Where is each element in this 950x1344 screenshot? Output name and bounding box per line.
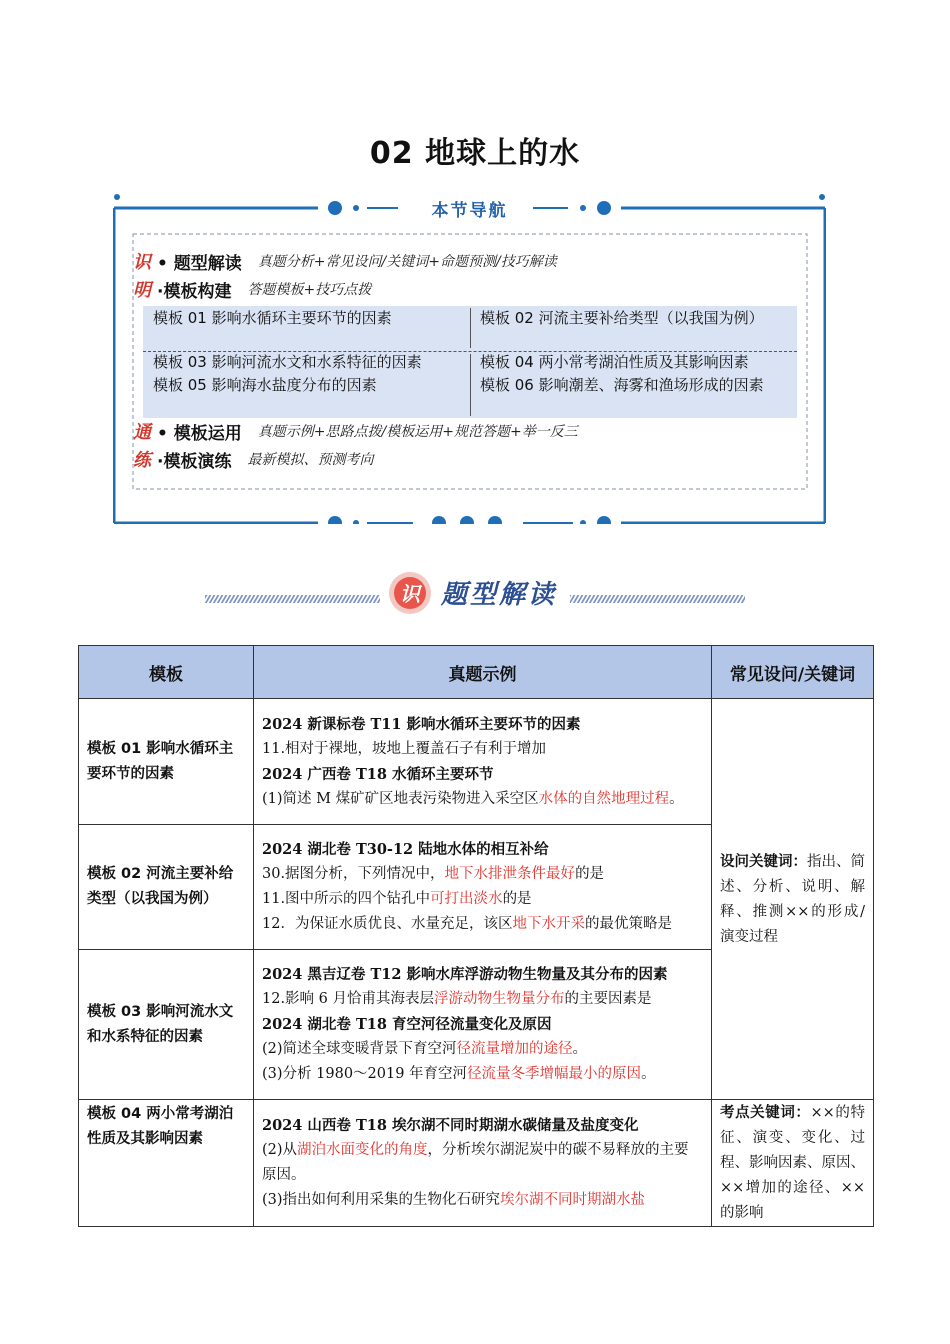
table-row — [79, 1100, 874, 1227]
divider — [470, 308, 471, 348]
nav-char: 识 — [133, 252, 151, 273]
template-item: 模板 03 影响河流水文和水系特征的因素 — [153, 353, 422, 371]
nav-desc: 真题示例+思路点拨/模板运用+规范答题+举一反三 — [257, 424, 578, 440]
template-name: 模板 04 两小常考湖泊性质及其影响因素 — [79, 1100, 254, 1227]
keyword-text: 指出、简述、分析、说明、解释、推测××的形成/演变过程 — [720, 853, 865, 945]
table-row — [79, 699, 874, 825]
template-item: 模板 06 影响潮差、海雾和渔场形成的因素 — [480, 376, 764, 394]
table-header-row — [79, 646, 874, 699]
nav-desc: 答题模板+技巧点拨 — [247, 282, 372, 298]
banner-char: 识 — [400, 582, 420, 606]
keyword-text: ××的特征、演变、变化、过程、影响因素、原因、××增加的途径、××的影响 — [720, 1105, 865, 1221]
divider — [470, 354, 471, 416]
column-header: 常见设问/关键词 — [712, 646, 874, 699]
example-cell — [254, 950, 712, 1100]
template-name: 模板 02 河流主要补给类型（以我国为例） — [79, 825, 254, 950]
example-cell — [254, 1100, 712, 1227]
page-title: 02 地球上的水 — [369, 136, 581, 171]
nav-row-build — [133, 276, 371, 302]
nav-label: ·模板演练 — [157, 451, 232, 472]
banner-title: 题型解读 — [441, 580, 558, 610]
question-line: (1)简述 M 煤矿矿区地表污染物进入采空区水体的自然地理过程。 — [262, 790, 684, 807]
question-line: 11.图中所示的四个钻孔中可打出淡水的是 — [262, 891, 532, 907]
example-cell — [254, 699, 712, 825]
divider — [143, 351, 797, 352]
question-line: (3)分析 1980～2019 年育空河径流量冬季增幅最小的原因。 — [262, 1066, 656, 1082]
question-line: (2)简述全球变暖背景下育空河径流量增加的途径。 — [262, 1041, 588, 1057]
nav-label: • 模板运用 — [157, 423, 242, 444]
template-list — [143, 306, 797, 418]
nav-char: 练 — [133, 450, 151, 471]
question-line: 12．为保证水质优良、水量充足，该区地下水开采的最优策略是 — [262, 916, 672, 932]
question-line: (2)从湖泊水面变化的角度，分析埃尔湖泥炭中的碳不易释放的主要原因。 — [262, 1142, 689, 1183]
example-cell — [254, 825, 712, 950]
nav-row-practice — [133, 446, 373, 472]
template-name: 模板 03 影响河流水文和水系特征的因素 — [79, 950, 254, 1100]
question-line: 12.影响 6 月恰甫其海表层浮游动物生物量分布的主要因素是 — [262, 991, 652, 1007]
nav-label: ·模板构建 — [157, 281, 232, 302]
section-banner — [205, 568, 745, 618]
question-type-table — [78, 645, 874, 1227]
keyword-cell-topics — [712, 1100, 874, 1227]
template-item: 模板 01 影响水循环主要环节的因素 — [153, 309, 392, 327]
template-item: 模板 04 两小常考湖泊性质及其影响因素 — [480, 353, 749, 371]
nav-char: 通 — [133, 422, 151, 443]
nav-char: 明 — [133, 280, 151, 301]
column-header: 模板 — [79, 646, 254, 699]
template-item: 模板 02 河流主要补给类型（以我国为例） — [480, 309, 764, 327]
section-navigation — [113, 194, 826, 524]
navigation-content — [133, 234, 807, 488]
exam-title: 2024 湖北卷 T18 育空河径流量变化及原因 — [262, 1016, 552, 1033]
template-name: 模板 01 影响水循环主要环节的因素 — [79, 699, 254, 825]
exam-title: 2024 湖北卷 T30-12 陆地水体的相互补给 — [262, 841, 549, 858]
exam-title: 2024 广西卷 T18 水循环主要环节 — [262, 765, 494, 783]
nav-row-interpret — [133, 248, 557, 274]
exam-title: 2024 山西卷 T18 埃尔湖不同时期湖水碳储量及盐度变化 — [262, 1117, 639, 1134]
nav-label: • 题型解读 — [157, 253, 242, 274]
nav-row-apply — [133, 418, 578, 444]
keyword-label: 考点关键词： — [720, 1104, 811, 1121]
question-line: 30.据图分析，下列情况中，地下水排泄条件最好的是 — [262, 866, 605, 882]
column-header: 真题示例 — [254, 646, 712, 699]
question-line: 11.相对于裸地，坡地上覆盖石子有利于增加 — [262, 740, 547, 757]
question-line: (3)指出如何利用采集的生物化石研究埃尔湖不同时期湖水盐 — [262, 1192, 646, 1208]
nav-desc: 最新模拟、预测考向 — [247, 452, 374, 468]
template-item: 模板 05 影响海水盐度分布的因素 — [153, 376, 377, 394]
exam-title: 2024 黑吉辽卷 T12 影响水库浮游动物生物量及其分布的因素 — [262, 966, 668, 983]
keyword-label: 设问关键词： — [720, 852, 807, 870]
exam-title: 2024 新课标卷 T11 影响水循环主要环节的因素 — [262, 715, 581, 733]
nav-desc: 真题分析+常见设问/关键词+命题预测/技巧解读 — [257, 254, 557, 270]
navigation-heading: 本节导航 — [431, 201, 508, 221]
keyword-cell-questions — [712, 699, 874, 1100]
